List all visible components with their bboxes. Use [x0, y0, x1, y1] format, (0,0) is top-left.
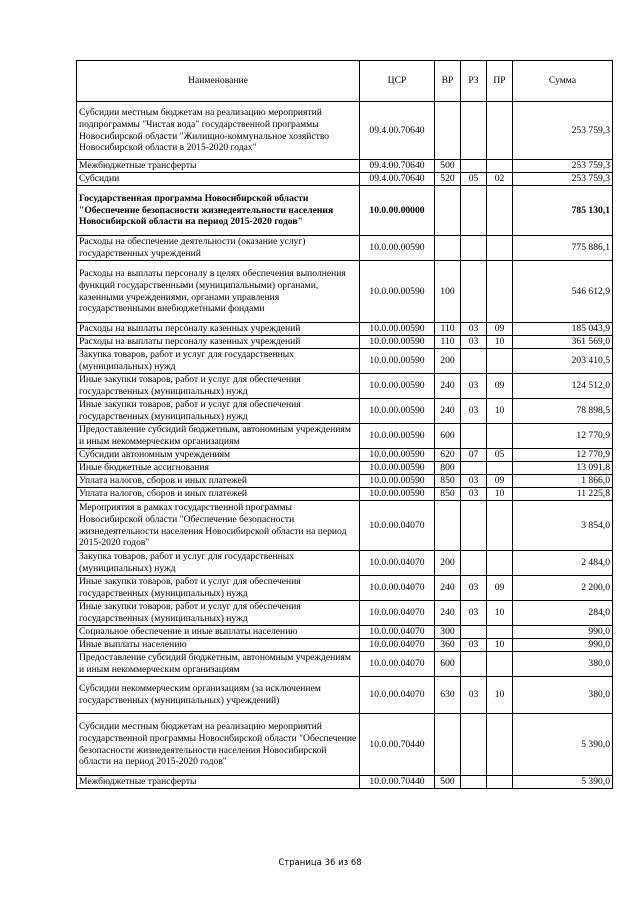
cell-csr: 10.0.00.70440	[360, 714, 435, 776]
cell-sum: 11 225,8	[513, 488, 613, 501]
cell-rz: 03	[461, 677, 487, 714]
cell-pr: 10	[487, 399, 513, 424]
cell-sum: 361 569,0	[513, 336, 613, 349]
cell-pr: 10	[487, 488, 513, 501]
cell-csr: 10.0.00.00590	[360, 374, 435, 399]
cell-csr: 10.0.00.00000	[360, 186, 435, 236]
cell-name: Иные закупки товаров, работ и услуг для обеспечения государственных (муниципальных) нужд	[77, 399, 360, 424]
cell-pr	[487, 236, 513, 261]
cell-name: Уплата налогов, сборов и иных платежей	[77, 475, 360, 488]
cell-pr: 09	[487, 374, 513, 399]
cell-vr: 360	[435, 639, 461, 652]
cell-pr: 02	[487, 173, 513, 186]
table-header-row	[77, 61, 613, 102]
cell-csr: 10.0.00.00590	[360, 462, 435, 475]
cell-sum: 253 759,3	[513, 102, 613, 160]
cell-name: Предоставление субсидий бюджетным, автономным учреждениям и иным некоммерческим организациям	[77, 652, 360, 677]
cell-vr: 100	[435, 261, 461, 323]
cell-rz: 07	[461, 449, 487, 462]
cell-vr: 600	[435, 424, 461, 449]
cell-rz: 03	[461, 488, 487, 501]
cell-csr: 10.0.00.00590	[360, 349, 435, 374]
table-row	[77, 475, 613, 488]
page-number: Страница 36 из 68	[278, 858, 362, 868]
cell-csr: 10.0.00.04070	[360, 652, 435, 677]
cell-csr: 10.0.00.04070	[360, 551, 435, 576]
cell-pr: 05	[487, 449, 513, 462]
cell-sum: 3 854,0	[513, 501, 613, 551]
table-row	[77, 601, 613, 626]
cell-sum: 380,0	[513, 652, 613, 677]
cell-sum: 2 200,0	[513, 576, 613, 601]
cell-vr: 630	[435, 677, 461, 714]
table-row	[77, 424, 613, 449]
cell-sum: 185 043,9	[513, 323, 613, 336]
cell-sum: 253 759,3	[513, 160, 613, 173]
cell-rz	[461, 102, 487, 160]
cell-sum: 2 484,0	[513, 551, 613, 576]
cell-csr: 10.0.00.04070	[360, 626, 435, 639]
cell-sum: 124 512,0	[513, 374, 613, 399]
header-vr: ВР	[435, 61, 461, 102]
cell-csr: 10.0.00.00590	[360, 488, 435, 501]
cell-rz	[461, 261, 487, 323]
cell-vr: 520	[435, 173, 461, 186]
cell-vr: 500	[435, 776, 461, 789]
cell-sum: 203 410,5	[513, 349, 613, 374]
cell-pr	[487, 714, 513, 776]
table-row	[77, 488, 613, 501]
table-row	[77, 714, 613, 776]
table-row	[77, 349, 613, 374]
table-row	[77, 173, 613, 186]
cell-rz	[461, 551, 487, 576]
table-row	[77, 261, 613, 323]
cell-vr: 240	[435, 601, 461, 626]
cell-vr: 200	[435, 349, 461, 374]
cell-vr	[435, 714, 461, 776]
cell-rz	[461, 714, 487, 776]
cell-csr: 10.0.00.00590	[360, 399, 435, 424]
cell-pr: 09	[487, 576, 513, 601]
cell-csr: 10.0.00.00590	[360, 323, 435, 336]
budget-table	[76, 60, 613, 789]
cell-pr	[487, 160, 513, 173]
cell-csr: 10.0.00.04070	[360, 677, 435, 714]
table-row	[77, 626, 613, 639]
cell-sum: 785 130,1	[513, 186, 613, 236]
cell-name: Расходы на выплаты персоналу казенных учреждений	[77, 336, 360, 349]
table-row	[77, 462, 613, 475]
table-row	[77, 576, 613, 601]
table-row	[77, 160, 613, 173]
cell-pr: 10	[487, 601, 513, 626]
cell-rz	[461, 186, 487, 236]
cell-csr: 10.0.00.04070	[360, 501, 435, 551]
cell-rz: 03	[461, 639, 487, 652]
cell-rz: 03	[461, 576, 487, 601]
cell-vr: 240	[435, 374, 461, 399]
cell-vr: 110	[435, 336, 461, 349]
cell-name: Мероприятия в рамках государственной программы Новосибирской области "Обеспечение безопасности жизнедеятельности населения Новосибирской области на период 2015-2020 годов"	[77, 501, 360, 551]
cell-sum: 990,0	[513, 639, 613, 652]
cell-csr: 10.0.00.00590	[360, 236, 435, 261]
cell-sum: 78 898,5	[513, 399, 613, 424]
cell-name: Субсидии автономным учреждениям	[77, 449, 360, 462]
cell-name: Субсидии	[77, 173, 360, 186]
cell-name: Иные бюджетные ассигнования	[77, 462, 360, 475]
cell-vr	[435, 236, 461, 261]
cell-vr: 850	[435, 475, 461, 488]
cell-name: Социальное обеспечение и иные выплаты населению	[77, 626, 360, 639]
cell-rz	[461, 462, 487, 475]
cell-csr: 09.4.00.70640	[360, 173, 435, 186]
cell-sum: 380,0	[513, 677, 613, 714]
cell-csr: 10.0.00.00590	[360, 475, 435, 488]
cell-name: Закупка товаров, работ и услуг для государственных (муниципальных) нужд	[77, 551, 360, 576]
cell-rz: 05	[461, 173, 487, 186]
cell-vr: 200	[435, 551, 461, 576]
cell-name: Расходы на обеспечение деятельности (оказание услуг) государственных учреждений	[77, 236, 360, 261]
cell-vr	[435, 102, 461, 160]
cell-csr: 10.0.00.04070	[360, 576, 435, 601]
cell-vr: 500	[435, 160, 461, 173]
cell-rz: 03	[461, 601, 487, 626]
table-body	[77, 102, 613, 789]
cell-rz	[461, 501, 487, 551]
cell-pr	[487, 424, 513, 449]
cell-sum: 990,0	[513, 626, 613, 639]
cell-vr: 300	[435, 626, 461, 639]
header-sum: Сумма	[513, 61, 613, 102]
cell-csr: 10.0.00.70440	[360, 776, 435, 789]
cell-vr: 240	[435, 399, 461, 424]
header-name: Наименование	[77, 61, 360, 102]
cell-sum: 12 770,9	[513, 449, 613, 462]
cell-name: Субсидии некоммерческим организациям (за исключением государственных (муниципальных) учреждений)	[77, 677, 360, 714]
cell-pr: 10	[487, 677, 513, 714]
cell-name: Субсидии местным бюджетам на реализацию мероприятий государственной программы Новосибирской области "Обеспечение безопасности жизнедеятельности населения Новосибирской области на период 2015-2020 годов"	[77, 714, 360, 776]
cell-pr: 10	[487, 336, 513, 349]
cell-csr: 10.0.00.00590	[360, 449, 435, 462]
cell-name: Государственная программа Новосибирской области "Обеспечение безопасности жизнедеятельности населения Новосибирской области на период 2015-2020 годов"	[77, 186, 360, 236]
cell-csr: 09.4.00.70640	[360, 160, 435, 173]
cell-csr: 09.4.00.70640	[360, 102, 435, 160]
cell-vr: 240	[435, 576, 461, 601]
cell-sum: 546 612,9	[513, 261, 613, 323]
cell-rz	[461, 424, 487, 449]
cell-rz: 03	[461, 323, 487, 336]
cell-vr: 110	[435, 323, 461, 336]
cell-sum: 5 390,0	[513, 714, 613, 776]
header-csr: ЦСР	[360, 61, 435, 102]
cell-sum: 284,0	[513, 601, 613, 626]
table-row	[77, 336, 613, 349]
cell-sum: 12 770,9	[513, 424, 613, 449]
cell-pr: 09	[487, 475, 513, 488]
table-row	[77, 776, 613, 789]
cell-pr	[487, 652, 513, 677]
cell-pr	[487, 551, 513, 576]
cell-pr	[487, 776, 513, 789]
table-row	[77, 374, 613, 399]
cell-pr	[487, 462, 513, 475]
cell-pr: 09	[487, 323, 513, 336]
header-rz: РЗ	[461, 61, 487, 102]
table-row	[77, 551, 613, 576]
cell-vr: 850	[435, 488, 461, 501]
cell-csr: 10.0.00.00590	[360, 261, 435, 323]
cell-pr	[487, 626, 513, 639]
cell-csr: 10.0.00.00590	[360, 336, 435, 349]
table-row	[77, 323, 613, 336]
cell-name: Расходы на выплаты персоналу казенных учреждений	[77, 323, 360, 336]
cell-name: Иные закупки товаров, работ и услуг для обеспечения государственных (муниципальных) нужд	[77, 601, 360, 626]
cell-pr	[487, 102, 513, 160]
cell-rz	[461, 160, 487, 173]
cell-name: Иные выплаты населению	[77, 639, 360, 652]
cell-csr: 10.0.00.04070	[360, 601, 435, 626]
cell-pr	[487, 349, 513, 374]
table-row	[77, 186, 613, 236]
cell-sum: 775 886,1	[513, 236, 613, 261]
cell-rz: 03	[461, 399, 487, 424]
cell-name: Иные закупки товаров, работ и услуг для обеспечения государственных (муниципальных) нужд	[77, 576, 360, 601]
cell-name: Предоставление субсидий бюджетным, автономным учреждениям и иным некоммерческим организациям	[77, 424, 360, 449]
table-row	[77, 236, 613, 261]
table-row	[77, 677, 613, 714]
cell-sum: 1 866,0	[513, 475, 613, 488]
cell-vr: 600	[435, 652, 461, 677]
cell-vr	[435, 501, 461, 551]
cell-vr: 620	[435, 449, 461, 462]
table-row	[77, 399, 613, 424]
cell-name: Субсидии местным бюджетам на реализацию мероприятий подпрограммы "Чистая вода" государственной программы Новосибирской области "Жилищно-коммунальное хозяйство Новосибирской области в 2015-2020 годах"	[77, 102, 360, 160]
table-row	[77, 652, 613, 677]
cell-sum: 253 759,3	[513, 173, 613, 186]
cell-name: Иные закупки товаров, работ и услуг для обеспечения государственных (муниципальных) нужд	[77, 374, 360, 399]
cell-name: Закупка товаров, работ и услуг для государственных (муниципальных) нужд	[77, 349, 360, 374]
cell-vr: 800	[435, 462, 461, 475]
cell-pr	[487, 501, 513, 551]
cell-rz	[461, 626, 487, 639]
cell-rz: 03	[461, 336, 487, 349]
table-row	[77, 639, 613, 652]
table-row	[77, 501, 613, 551]
cell-pr	[487, 186, 513, 236]
cell-name: Расходы на выплаты персоналу в целях обеспечения выполнения функций государственными (муниципальными) органами, казенными учреждениями, органами управления государственными внебюджетными фондами	[77, 261, 360, 323]
cell-vr	[435, 186, 461, 236]
cell-pr	[487, 261, 513, 323]
cell-rz	[461, 349, 487, 374]
cell-name: Уплата налогов, сборов и иных платежей	[77, 488, 360, 501]
cell-csr: 10.0.00.04070	[360, 639, 435, 652]
cell-name: Межбюджетные трансферты	[77, 160, 360, 173]
cell-rz: 03	[461, 475, 487, 488]
cell-sum: 13 091,8	[513, 462, 613, 475]
cell-rz	[461, 652, 487, 677]
cell-rz	[461, 776, 487, 789]
cell-pr: 10	[487, 639, 513, 652]
table-row	[77, 449, 613, 462]
header-pr: ПР	[487, 61, 513, 102]
cell-name: Межбюджетные трансферты	[77, 776, 360, 789]
cell-csr: 10.0.00.00590	[360, 424, 435, 449]
table-row	[77, 102, 613, 160]
cell-rz	[461, 236, 487, 261]
cell-rz: 03	[461, 374, 487, 399]
cell-sum: 5 390,0	[513, 776, 613, 789]
